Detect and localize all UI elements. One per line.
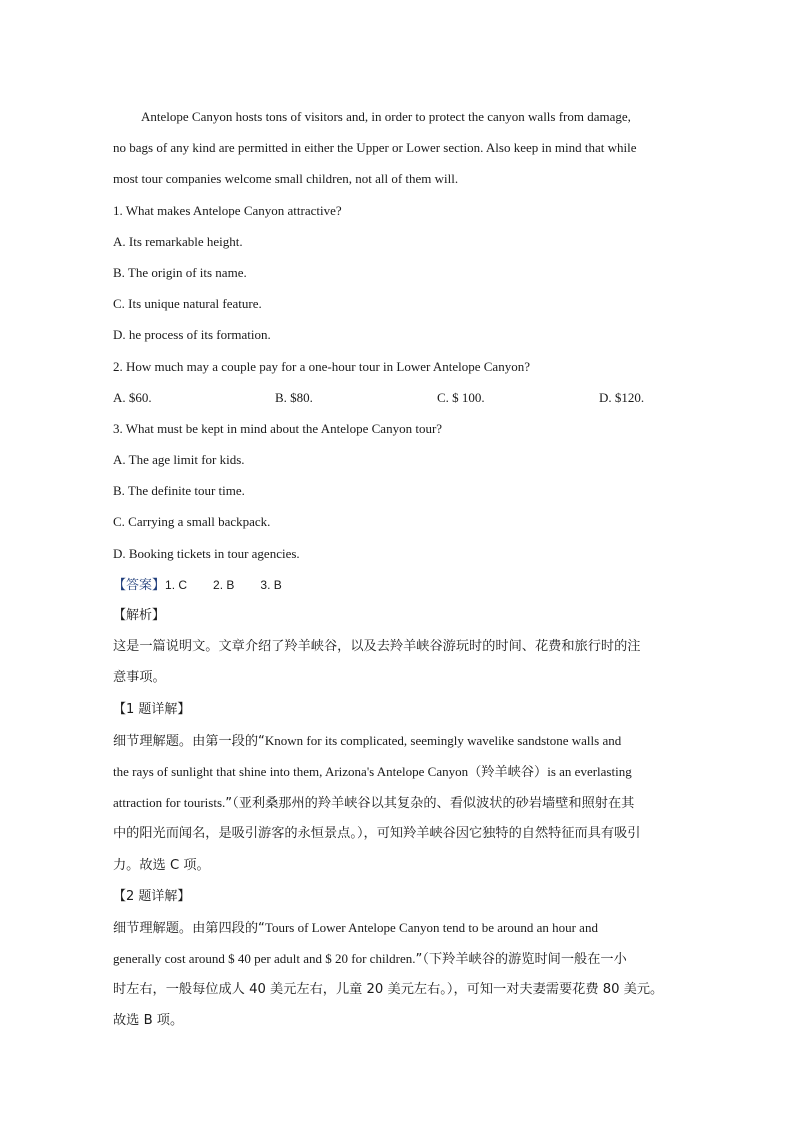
- detail-line: 力。故选 C 项。: [113, 857, 210, 873]
- passage-line: no bags of any kind are permitted in either the Upper or Lower section. Also keep in mind that while: [113, 140, 637, 156]
- detail-line: [113, 943, 681, 974]
- detail-line: 中的阳光而闻名，是吸引游客的永恒景点。），可知羚羊峡谷因它独特的自然特征而具有吸引: [113, 826, 641, 842]
- option-d: D. he process of its formation.: [113, 327, 271, 343]
- answer-item: 3. B: [260, 577, 282, 592]
- detail-text-en: is an everlasting: [547, 763, 632, 779]
- answer-item: 2. B: [213, 577, 235, 592]
- detail-tag: 【2 题详解】: [113, 888, 191, 904]
- detail-line: 时左右，一般每位成人 40 美元左右，儿童 20 美元左右。），可知一对夫妻需要花费 80 美元。: [113, 982, 664, 998]
- option-b: B. The definite tour time.: [113, 483, 245, 499]
- option-b: B. The origin of its name.: [113, 264, 247, 280]
- detail-text-cn: （羚羊峡谷）: [468, 764, 548, 780]
- detail-text-en: Tours of Lower Antelope Canyon tend to be around an hour and: [264, 919, 598, 935]
- option-a: A. Its remarkable height.: [113, 233, 243, 249]
- option-c: C. Carrying a small backpack.: [113, 514, 271, 530]
- answer-tag: 【答案】: [113, 577, 166, 593]
- answer-row: [113, 569, 681, 600]
- option-row: [113, 382, 681, 413]
- answer-item: 1. C: [165, 577, 188, 592]
- detail-text-cn: 细节理解题。由第四段的“: [113, 920, 265, 936]
- detail-line: 故选 B 项。: [113, 1013, 184, 1029]
- detail-tag: 【1 题详解】: [113, 701, 191, 717]
- detail-text-cn: ”（亚利桑那州的羚羊峡谷以其复杂的、看似波状的砂岩墙壁和照射在其: [225, 796, 635, 812]
- document-page: [113, 101, 681, 1037]
- detail-text-en: attraction for tourists.: [113, 795, 226, 811]
- detail-line: [113, 787, 681, 818]
- option-c: C. Its unique natural feature.: [113, 296, 262, 312]
- question-stem: 3. What must be kept in mind about the Antelope Canyon tour?: [113, 420, 443, 436]
- detail-text-en: generally cost around $ 40 per adult and $ 20 for children.: [113, 951, 416, 967]
- passage-line: Antelope Canyon hosts tons of visitors and, in order to protect the canyon walls from damage,: [141, 109, 631, 124]
- option-c: C. $ 100.: [437, 389, 485, 405]
- question-stem: 2. How much may a couple pay for a one-hour tour in Lower Antelope Canyon?: [113, 358, 530, 374]
- detail-text-cn: 细节理解题。由第一段的“: [113, 733, 265, 749]
- analysis-line: 意事项。: [113, 670, 166, 686]
- option-d: D. $120.: [599, 389, 645, 405]
- detail-text-en: Known for its complicated, seemingly wavelike sandstone walls and: [264, 732, 622, 748]
- detail-text-cn: ”（下羚羊峡谷的游览时间一般在一小: [415, 952, 627, 968]
- detail-line: [113, 756, 681, 787]
- option-a: A. $60.: [113, 389, 152, 405]
- question-stem: 1. What makes Antelope Canyon attractive?: [113, 202, 342, 218]
- option-a: A. The age limit for kids.: [113, 452, 245, 468]
- analysis-line: 这是一篇说明文。文章介绍了羚羊峡谷，以及去羚羊峡谷游玩时的时间、花费和旅行时的注: [113, 639, 641, 655]
- passage-line: most tour companies welcome small children, not all of them will.: [113, 171, 459, 187]
- option-b: B. $80.: [275, 389, 313, 405]
- analysis-tag: 【解析】: [113, 608, 166, 623]
- detail-text-en: the rays of sunlight that shine into them, Arizona's Antelope Canyon: [113, 763, 469, 779]
- option-d: D. Booking tickets in tour agencies.: [113, 545, 300, 561]
- detail-line: [113, 912, 681, 943]
- detail-line: [113, 725, 681, 756]
